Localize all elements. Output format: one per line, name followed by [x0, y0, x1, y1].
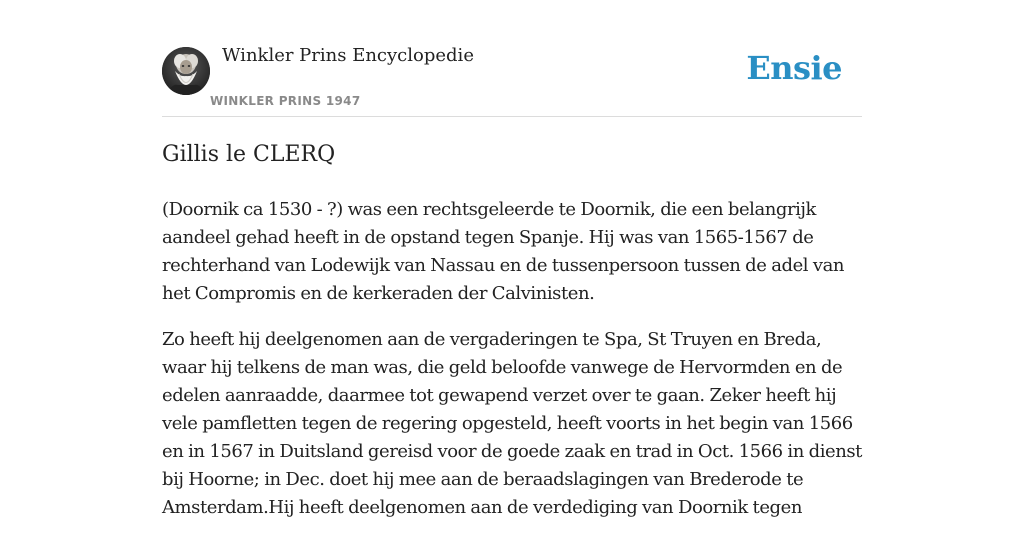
article: [162, 140, 862, 540]
source-header: [162, 0, 862, 117]
entry-title: Gillis le CLERQ: [162, 142, 336, 167]
source-title[interactable]: Winkler Prins Encyclopedie: [222, 45, 474, 66]
source-subtitle[interactable]: WINKLER PRINS 1947: [210, 94, 361, 108]
ensie-logo[interactable]: Ensie: [746, 49, 842, 87]
bearded-man-portrait-icon: [162, 47, 210, 95]
avatar[interactable]: [162, 47, 210, 95]
paragraph: (Doornik ca 1530 - ?) was een rechtsgeleerde te Doornik, die een belangrijk aandeel gehad heeft in de opstand tegen Spanje. Hij was van 1565-1567 de rechterhand van Lodewijk van Nassau en de tussenpersoon tussen de adel van het Compromis en de kerkeraden der Calvinisten.: [162, 199, 845, 304]
paragraph: Zo heeft hij deelgenomen aan de vergaderingen te Spa, St Truyen en Breda, waar hij telkens de man was, die geld beloofde vanwege de Hervormden en de edelen aanraadde, daarmee tot gewapend verzet over te gaan. Zeker heeft hij vele pamfletten tegen de regering opgesteld, heeft voorts in het begin van 1566 en in 1567 in Duitsland gereisd voor de goede zaak en trad in Oct. 1566 in dienst bij Hoorne; in Dec. doet hij mee aan de beraadslagingen van Brederode te Amsterdam.Hij heeft deelgenomen aan de verdediging van Doornik tegen: [162, 329, 862, 518]
